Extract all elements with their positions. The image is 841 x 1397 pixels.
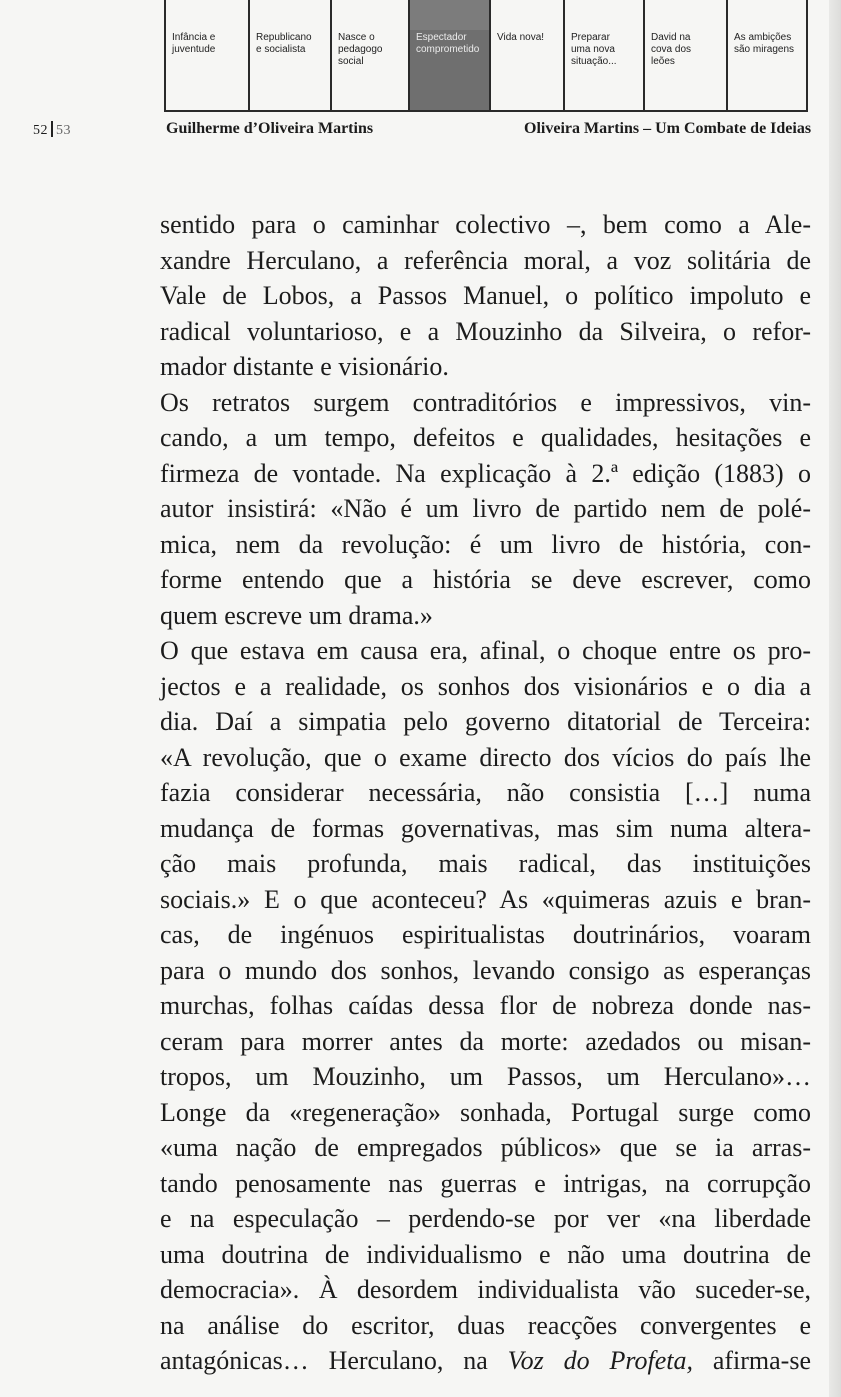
text-line: Longe da «regeneração» sonhada, Portugal surge como [160,1097,811,1127]
chapter-tab-label: Infância e juventude [172,32,216,55]
text-line: dia. Daí a simpatia pelo governo ditatorial de Terceira: [160,707,811,736]
chapter-tab-vida-nova[interactable] [491,0,565,110]
chapter-tab-label: Espectador comprometido [416,32,480,55]
text-line: ção mais profunda, mais radical, das instituições [160,849,811,878]
chapter-tab-label: Preparar uma nova situação... [571,32,617,67]
page-number-left: 52 [33,123,48,138]
running-head-author: Guilherme d’Oliveira Martins [166,120,374,137]
text-line: uma doutrina de individualismo e não uma doutrina de [160,1239,811,1269]
chapter-tab-infancia[interactable] [166,0,250,110]
chapter-tab-label: Republicano e socialista [256,32,312,55]
text-line: para o mundo dos sonhos, levando consigo as esperanças [160,955,811,985]
text-line: cas, de ingénuos espiritualistas doutrinários, voaram [160,920,811,949]
chapter-tab-label: As ambições são miragens [734,32,795,55]
chapter-tab-republicano[interactable] [250,0,332,110]
text-run: afirma-se [692,1346,812,1375]
chapter-tab-preparar[interactable] [565,0,645,110]
text-line: mica, nem da revolução: é um livro de história, con- [160,529,811,559]
page-numbers [33,121,71,139]
text-line: Vale de Lobos, a Passos Manuel, o político impoluto e [160,281,811,310]
page-number-right: 53 [56,123,71,138]
text-line: sociais.» E o que aconteceu? As «quimeras azuis e bran- [160,884,811,914]
text-line [160,1343,811,1379]
text-line: Os retratos surgem contraditórios e impressivos, vin- [160,387,811,417]
text-line: forme entendo que a história se deve escrever, como [160,565,811,594]
text-line: «uma nação de empregados públicos» que se ia arras- [160,1133,811,1162]
page-edge [829,0,841,1397]
chapter-tab-ambicoes[interactable] [728,0,808,110]
text-line: cando, a um tempo, defeitos e qualidades, hesitações e [160,423,811,452]
text-line: tando penosamente nas guerras e intrigas, na corrupção [160,1168,811,1198]
text-line: mudança de formas governativas, mas sim numa altera- [160,813,811,843]
book-title-italic: Voz do Profeta, [507,1346,693,1375]
chapter-tab-pedagogo[interactable] [332,0,410,110]
text-line: autor insistirá: «Não é um livro de partido nem de polé- [160,494,811,523]
text-line: fazia considerar necessária, não consistia […] numa [160,778,811,807]
text-line: quem escreve um drama.» [160,600,433,630]
text-line: democracia». À desordem individualista vão suceder-se, [160,1275,811,1304]
text-line: ceram para morrer antes da morte: azedados ou misan- [160,1026,811,1056]
text-line: e na especulação – perdendo-se por ver «na liberdade [160,1204,811,1233]
text-line: «A revolução, que o exame directo dos vícios do país lhe [160,742,811,772]
running-head-title: Oliveira Martins – Um Combate de Ideias [524,120,812,137]
text-line: xandre Herculano, a referência moral, a voz solitária de [160,245,811,275]
text-line: sentido para o caminhar colectivo –, bem como a Ale- [160,210,811,239]
chapter-tab-espectador[interactable] [410,0,491,110]
chapter-timeline [164,0,808,112]
text-line: tropos, um Mouzinho, um Passos, um Herculano»… [160,1062,811,1091]
text-run: antagónicas… Herculano, na [160,1346,508,1375]
page-number-divider [51,121,53,137]
text-line: firmeza de vontade. Na explicação à 2.ª edição (1883) o [160,458,811,488]
text-line: mador distante e visionário. [160,352,449,381]
text-line: na análise do escritor, duas reacções convergentes e [160,1310,811,1340]
text-line: jectos e a realidade, os sonhos dos visionários e o dia a [160,671,811,701]
chapter-tab-david[interactable] [645,0,728,110]
chapter-tab-label: David na cova dos leões [651,32,692,67]
text-line: radical voluntarioso, e a Mouzinho da Silveira, o refor- [160,316,811,346]
text-line: murchas, folhas caídas dessa flor de nobreza donde nas- [160,991,811,1020]
chapter-tab-label: Nasce o pedagogo social [338,32,383,67]
text-line: O que estava em causa era, afinal, o choque entre os pro- [160,636,811,665]
chapter-tab-label: Vida nova! [497,32,545,43]
body-text [160,207,811,1379]
